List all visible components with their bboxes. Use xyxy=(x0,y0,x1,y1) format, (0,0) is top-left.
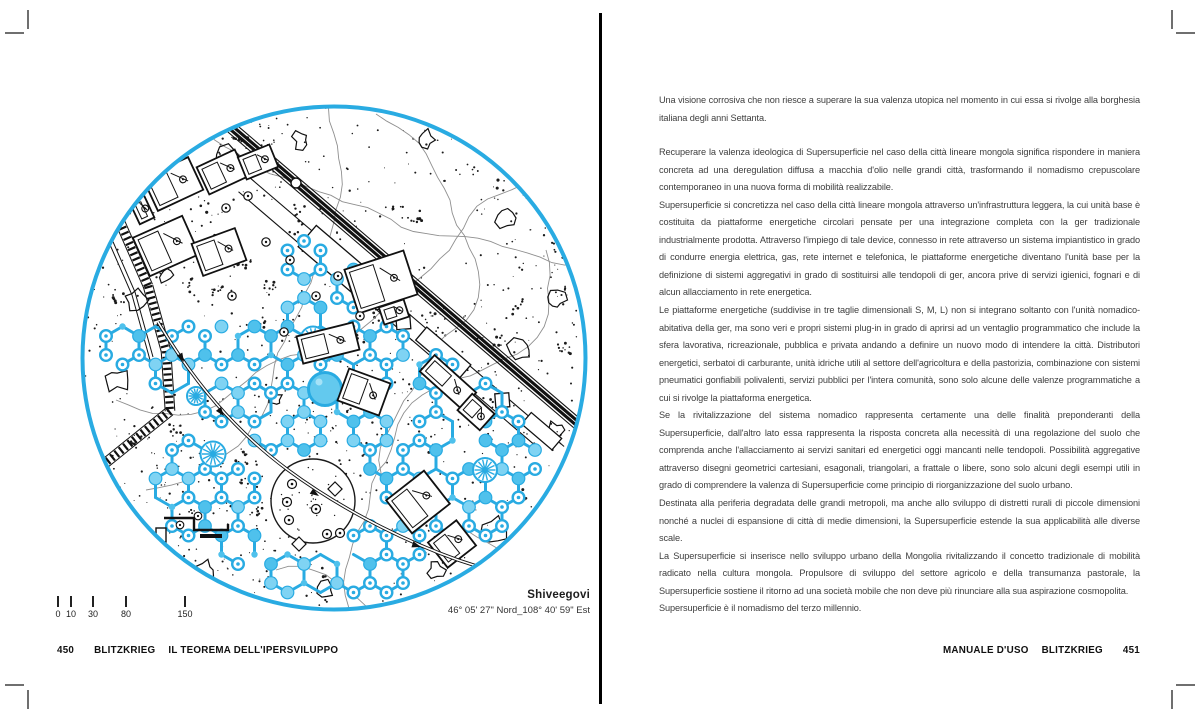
crop-mark-bottom-right-h xyxy=(1176,684,1195,686)
map-scale-bar xyxy=(57,596,217,624)
article-paragraph: Recuperare la valenza ideologica di Supersuperficie nel caso della città lineare mongola significa rispondere in maniera concreta ad una deregulation diffusa a macchia d'olio nelle grandi città, trasformando il nomadismo crepuscolare contemporaneo in una nuova forma di mobilità realizzabile. xyxy=(659,147,1140,193)
article-paragraph: Se la rivitalizzazione del sistema nomadico rappresenta certamente una delle finalità preponderanti della Supersuperficie, dall'altro lato essa rappresenta la risposta concreta alla necessità di una regolazione del suolo che comprenda anche l'allacciamento ai servizi sanitari ed energetici oggi mancanti nelle tendopoli. Possibilità aggregative attraverso disegni geometrici cartesiani, esagonali, triangolari, a frattale o libere, sono solo alcuni degli esempi utili in grado di comprendere la valenza di Supersuperficie come principio di riorganizzazione del suolo urbano. xyxy=(659,410,1140,491)
scale-tick-label: 150 xyxy=(177,609,193,619)
left-footer-brand: BLITZKRIEG xyxy=(94,645,156,656)
scale-tick xyxy=(184,596,186,607)
right-footer-title: MANUALE D'USO xyxy=(943,645,1029,656)
crop-mark-bottom-left-v xyxy=(27,690,29,709)
scale-tick-label: 30 xyxy=(87,609,99,619)
scale-tick-label: 80 xyxy=(120,609,132,619)
scale-tick xyxy=(125,596,127,607)
site-plan-map xyxy=(76,100,592,616)
map-caption xyxy=(290,589,590,616)
scale-tick xyxy=(70,596,72,607)
article-paragraph: Destinata alla periferia degradata delle grandi metropoli, ma anche allo sviluppo di distretti rurali di piccole dimensioni nonché a nuclei di espansione di città di medie dimensioni, la Supersuperficie estende la sua applicabilità alle diverse scale. xyxy=(659,498,1140,544)
right-page-footer xyxy=(943,645,1140,656)
left-page-number: 450 xyxy=(57,645,75,656)
map-caption-coordinates: 46° 05' 27" Nord_108° 40' 59" Est xyxy=(447,605,590,616)
article-paragraph: Le piattaforme energetiche (suddivise in tre taglie dimensionali S, M, L) non si integrano soltanto con l'unità nomadico-abitativa della ger, ma sono veri e propri sistemi plug-in in grado di aprirsi ad un ventaglio programmatico che include la sfera lavorativa, ricreazionale, pubblica e privata andando a definire un nuovo modo di intendere la città. Distributori energetici, serbatoi di carburante, unità idriche utili al settore dell'agricoltura e della pastorizia, combinazione con sistemi pneumatici gonfiabili polivalenti, servizi pubblici per l'intera comunità, sono solo alcune delle valenze programmatiche a cui si rivolge la piattaforma energetica. xyxy=(659,305,1140,403)
article-paragraph: Supersuperficie è il nomadismo del terzo millennio. xyxy=(659,603,862,614)
scale-tick xyxy=(57,596,59,607)
article-paragraph: Supersuperficie si concretizza nel caso della città lineare mongola attraverso un'infrastruttura leggera, la cui unità base è costituita da piattaforme energetiche circolari pensate per una integrazione completa con la ger tradizionale industrialmente prodotta. Attraverso l'impiego di tale device, connesso in rete attraverso un sistema impiantistico in grado di condurre energia elettrica, gas, rete internet e telefonica, le piattaforme energetiche diventano l'unità base per la definizione di sistemi aggregativi in grado di sostituirsi alle tendopoli di ger, ancora prive di servizi igienici, fognari e di alcun allacciamento in rete energetica. xyxy=(659,199,1140,298)
left-footer-title: IL TEOREMA DELL'IPERSVILUPPO xyxy=(168,645,339,656)
site-plan-svg xyxy=(76,100,592,616)
crop-mark-bottom-right-v xyxy=(1171,690,1173,709)
right-page-number: 451 xyxy=(1122,645,1140,656)
crop-mark-top-left-v xyxy=(27,10,29,29)
right-footer-brand: BLITZKRIEG xyxy=(1041,645,1103,656)
article-text-column xyxy=(659,92,1140,618)
scale-tick-label: 10 xyxy=(65,609,77,619)
center-fold-line xyxy=(599,13,602,704)
crop-mark-top-left-h xyxy=(5,32,24,34)
crop-mark-top-right-v xyxy=(1171,10,1173,29)
article-paragraph: La Supersuperficie si inserisce nello sviluppo urbano della Mongolia rivitalizzando il concetto tradizionale di mobilità radicato nella cultura mongola. Propulsore di sviluppo del settore agricolo e della transumanza pastorale, la Supersuperficie sostiene il ritorno ad una società mobile che non deve più rinunciare alla sua aspirazione cosmopolita. xyxy=(659,550,1140,596)
map-caption-title: Shiveegovi xyxy=(527,589,590,601)
crop-mark-bottom-left-h xyxy=(5,684,24,686)
left-page-footer xyxy=(57,645,338,656)
crop-mark-top-right-h xyxy=(1176,32,1195,34)
scale-tick xyxy=(92,596,94,607)
scale-tick-label: 0 xyxy=(55,609,61,619)
article-paragraph: Una visione corrosiva che non riesce a superare la sua valenza utopica nel momento in cui essa si rivolge alla borghesia italiana degli anni Settanta. xyxy=(659,95,1140,123)
